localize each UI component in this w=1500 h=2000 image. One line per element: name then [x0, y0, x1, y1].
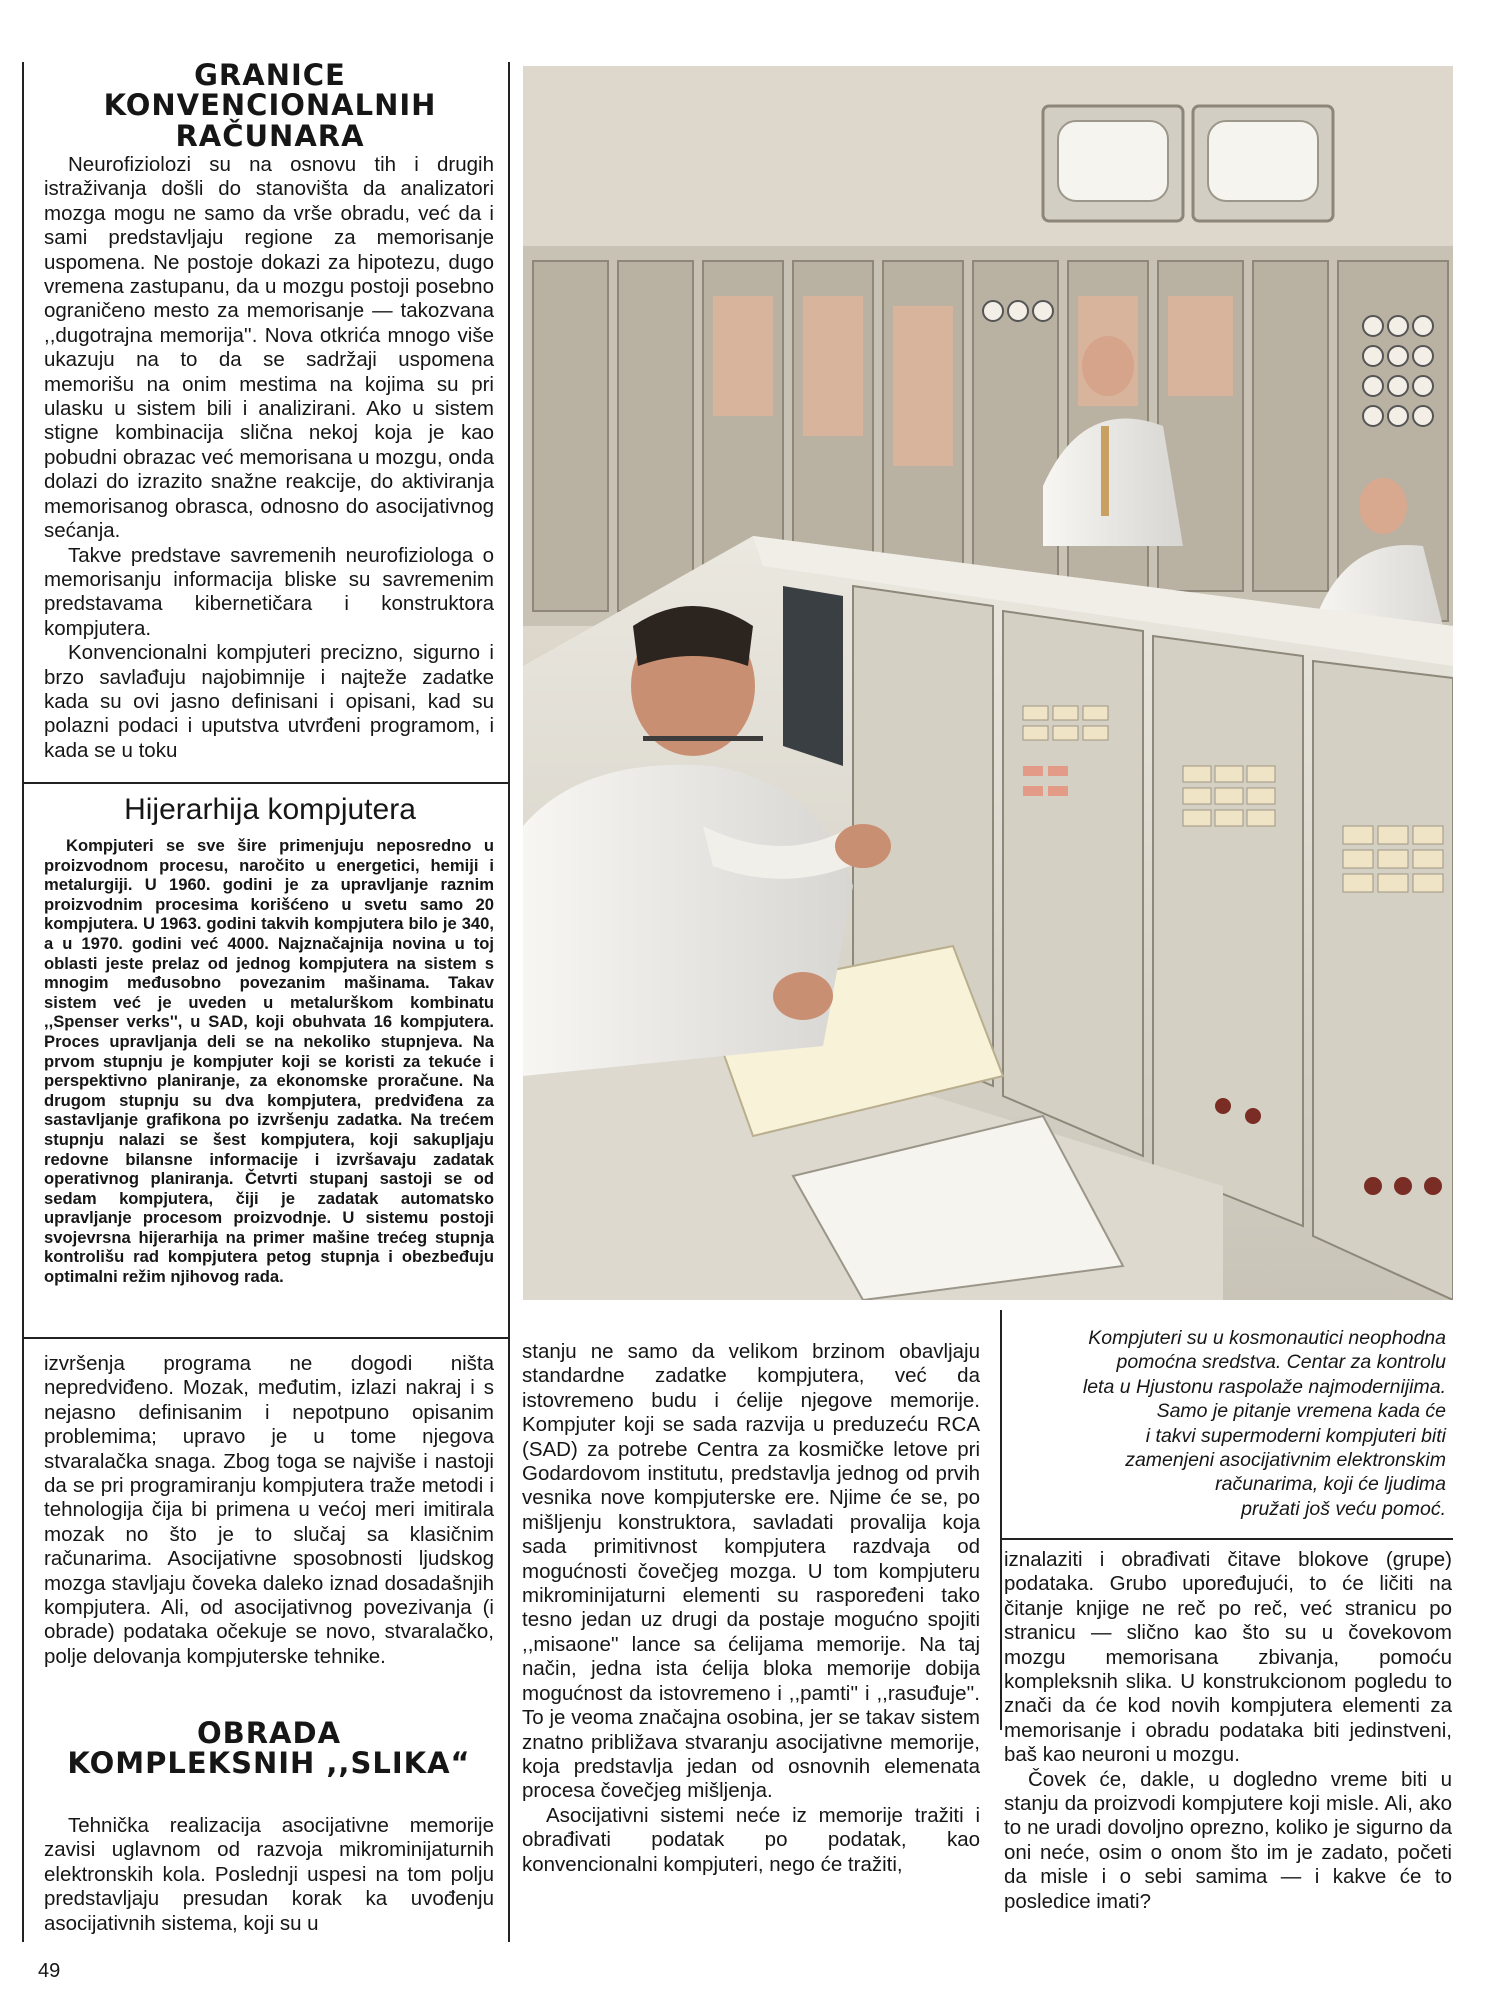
section1-paragraph: Neurofiziolozi su na osnovu tih i drugih istraživanja došli do stanovišta da analizatori mozga mogu ne samo da vrše obradu, već da i sami predstavljaju regione za memorisanje uspomena. Ne postoje dokazi za hipotezu, dugo vremena zastupanu, da u mozgu postoji posebno ograničeno mesto za memorisanje — takozvana ,,dugotrajna memorija''. Nova otkrića mnogo više ukazuju na to da se sadržaji uspomena memorišu na onim mestima na kojima su pri ulasku u sistem bili i analizirani. Ako u sistem stigne kombinacija slična nekoj koja je kao pobudni obrazac već memorisana u mozgu, onda dolazi do izrazito snažne reakcije, do aktiviranja memorisanog obrasca, odnosno do asocijativnog sećanja.: [44, 153, 494, 543]
caption-bottom-rule: [1000, 1538, 1453, 1540]
section2-heading-line-2: KOMPLEKSNIH ,,SLIKA“: [67, 1746, 471, 1781]
caption-line: leta u Hjustonu raspolaže najmodernijima.: [1082, 1375, 1446, 1398]
caption-line: zamenjeni asocijativnim elektronskim: [1125, 1449, 1446, 1472]
section1-heading: [70, 60, 470, 151]
col3-body: [1004, 1548, 1452, 1914]
section2-heading: [44, 1718, 494, 1779]
section1-heading-line-3: RAČUNARA: [175, 118, 365, 153]
left-column-rule: [22, 62, 24, 1942]
section2-paragraph: Tehnička realizacija asocijativne memorije zavisi uglavnom od razvoja mikrominijaturnih elektronskih kola. Poslednji uspesi na tom polju predstavljaju presudan korak ka uvođenju asocijativnih sistema, koji su u: [44, 1814, 494, 1935]
box-bottom-rule: [22, 1337, 508, 1339]
box-top-rule: [22, 782, 508, 784]
col2-paragraph: Asocijativni sistemi neće iz memorije tražiti i obrađivati podatak po podatak, kao konvencionalni kompjuteri, nego će tražiti,: [522, 1803, 980, 1876]
section1-heading-line-1: GRANICE: [194, 58, 346, 92]
col1-bottom-paragraph: izvršenja programa ne dogodi ništa nepredviđeno. Mozak, međutim, izlazi nakraj i s nejasno definisanim i nepotpuno opisanim problemima; upravo je u tome njegova stvaralačka snaga. Zbog toga se najviše i nastoji da se pri programiranju kompjutera traže metodi i tehnologija čija bi primena u većoj meri imitirala mozak no što je to slučaj sa klasičnim računarima. Asocijativne sposobnosti ljudskog mozga stavljaju čoveka daleko iznad dosadašnjih kompjutera. Ali, od asocijativnog povezivanja (i obrade) podataka očekuje se novo, stvaralačko, polje delovanja kompjuterske tehnike.: [44, 1352, 494, 1668]
caption-line: i takvi supermoderni kompjuteri biti: [1145, 1424, 1446, 1447]
caption-line: pomoćna sredstva. Centar za kontrolu: [1116, 1351, 1446, 1374]
caption-line: Samo je pitanje vremena kada će: [1156, 1400, 1446, 1423]
col1-bottom-body: [44, 1352, 494, 1669]
box-title: Hijerarhija kompjutera: [124, 793, 416, 826]
col2-paragraph: stanju ne samo da velikom brzinom obavljaju standardne zadatke kompjutera, već da istovremeno budu i ćelije njegove memorije. Kompjuter koji se sada razvija u preduzeću RCA (SAD) za potrebe Centra za kosmičke letove pri Godardovom institutu, predstavlja jednog od prvih vesnika nove kompjuterske ere. Njime će se, po mišljenju konstruktora, savladati provalija koja sada primitivnost kompjutera razdvaja od mogućnosti čovečjeg mozga. U tom kompjuteru mikrominijaturni elementi su raspoređeni tako tesno jedan uz drugi da postaje mogućno spojiti ,,misaone'' lance sa ćelijama memorije. Na taj način, jedna ista ćelija bloka memorije dobija mogućnost da istovremeno i ,,pamti'' i ,,rasuđuje''. To je veoma značajna osobina, jer se takav sistem znatno približava stvaranju asocijativne memorije, koja predstavlja jedan od osnovnih elemenata procesa čovečjeg mišljenja.: [522, 1340, 980, 1803]
section2-heading-line-1: OBRADA: [196, 1716, 342, 1750]
caption-line: računarima, koji će ljudima: [1215, 1473, 1446, 1496]
section1-body: [44, 153, 494, 763]
page-number: 49: [38, 1960, 61, 1982]
col3-paragraph: iznalaziti i obrađivati čitave blokove (grupe) podataka. Grubo upoređujući, to će ličiti na čitanje knjige ne reč po reč, već stranicu po stranicu — slično kao što su u čovekovom mozgu memorisana zbivanja, pomoću kompleksnih slika. U konstrukcionom pogledu to znači da će kod novih kompjutera elementi za memorisanje i obradu podataka biti jedinstveni, baš kao neuroni u mozgu.: [1004, 1548, 1452, 1767]
col2-body: [522, 1340, 980, 1877]
right-column-rule: [1000, 1310, 1002, 1730]
section1-paragraph: Takve predstave savremenih neurofiziologa o memorisanju informacija bliske su savremenim predstavama kibernetičara i konstruktora kompjutera.: [44, 543, 494, 640]
section2-body: [44, 1814, 494, 1936]
caption-line: Kompjuteri su u kosmonautici neophodna: [1088, 1327, 1446, 1349]
col3-paragraph: Čovek će, dakle, u dogledno vreme biti u stanju da proizvodi kompjutere koji misle. Ali, ako to ne uradi dovoljno oprezno, koliko je sigurno da oni neće, osim o onom što im je zadato, početi da misle i o sebi samima — i kakve će to posledice imati?: [1004, 1767, 1452, 1913]
photo-caption: [1010, 1326, 1446, 1521]
box-body: [44, 836, 494, 1287]
mission-control-photo-illustration: [523, 66, 1453, 1300]
section1-paragraph: Konvencionalni kompjuteri precizno, sigurno i brzo savlađuju najobimnije i najteže zadatke kada su ovi jasno definisani i opisani, kad su polazni podaci i uputstva utvrđeni programom, i kada se u toku: [44, 641, 494, 762]
caption-line: pružati još veću pomoć.: [1241, 1497, 1446, 1520]
box-paragraph: Kompjuteri se sve šire primenjuju neposredno u proizvodnom procesu, naročito u energetici, hemiji i metalurgiji. U 1960. godini je za upravljanje raznim proizvodnim procesima korišćeno u svetu samo 20 kompjutera. U 1963. godini takvih kompjutera bilo je 340, a u 1970. godini već 4000. Najznačajnija novina u toj oblasti jeste prelaz od jednog kompjutera na sistem s mnogim međusobno povezanim mašinama. Takav sistem već je uveden u metalurškom kombinatu ,,Spenser verks'', u SAD, koji obuhvata 16 kompjutera. Proces upravljanja deli se na nekoliko stupnjeva. Na prvom stupnju je kompjuter koji se koristi za tekuće i perspektivno planiranje, za ekonomske proračune. Na drugom stupnju su dva kompjutera, predviđena za sastavljanje grafikona po izvršenju zadatka. Na trećem stupnju nalazi se šest kompjutera, koji sakupljaju redovne bilansne informacije i izvršavaju zadatak operativnog planiranja. Četvrti stupanj sastoji se od sedam kompjutera, čiji je zadatak automatsko upravljanje procesom proizvodnje. U sistemu postoji svojevrsna hijerarhija na primer mašine trećeg stupnja kontrolišu rad kompjutera petog stupnja i obezbeđuju optimalni režim njihovog rada.: [44, 836, 494, 1287]
center-column-rule: [508, 62, 510, 1942]
mission-control-photo: [523, 66, 1453, 1300]
section1-heading-line-2: KONVENCIONALNIH: [103, 88, 437, 123]
